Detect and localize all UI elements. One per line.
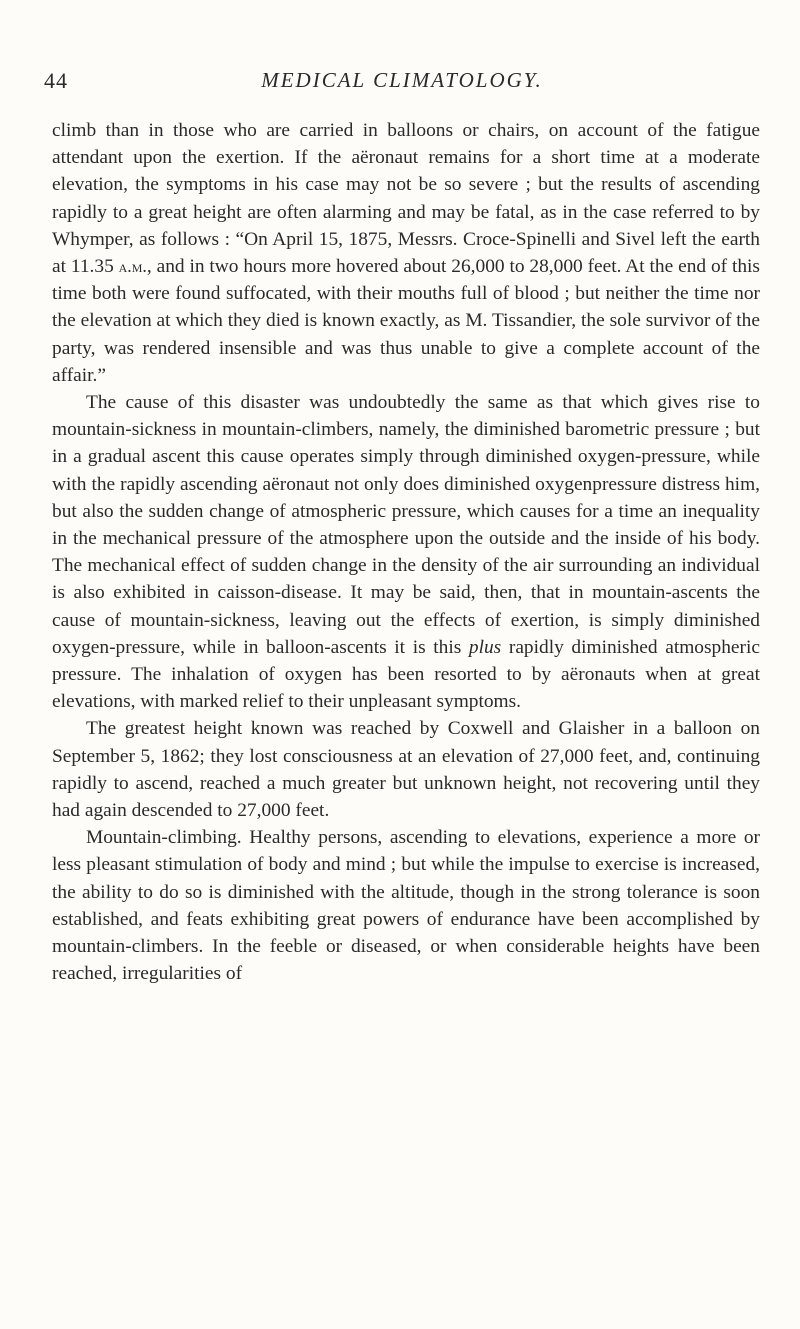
plus-emphasis: plus — [468, 636, 502, 658]
body-text — [52, 117, 760, 988]
running-head: MEDICAL CLIMATOLOGY. — [261, 68, 543, 92]
paragraph-1-text: climb than in those who are carried in balloons or chairs, on account of the fatigue attendant upon the exertion. If the aëronaut remains for a short time at a moderate elevation, the symptoms in his case may not be so severe ; but the results of ascending rapidly to a great height are often alarming and may be fatal, as in the case referred to by Whymper, as follows : “On April 15, 1875, Messrs. Croce-Spinelli and Sivel left the earth at 11.35 — [52, 120, 760, 278]
paragraph-2-start: The cause of this disaster was undoubtedly the same as that which gives rise to mountain-sickness in mountain-climbers, namely, the diminished barometric pressure ; but in a gradual ascent this cause operates simply through diminished oxygen-pressure, while with the rapidly ascending aëronaut not only does diminished oxygenpressure distress him, but also the sudden change of atmospheric pressure, which causes for a time an inequality in the mechanical pressure of the atmosphere upon the outside and the inside of his body. The mechanical effect of sudden change in the density of the air surrounding an individual is also exhibited in caisson-disease. It may be said, then, that in mountain-ascents the cause of mountain-sickness, leaving out the effects of exertion, is simply diminished oxygen-pressure, while in balloon-ascents it is this — [52, 392, 760, 658]
page-number: 44 — [44, 68, 68, 93]
paragraph-2 — [52, 389, 760, 715]
time-abbrev: a.m. — [118, 256, 147, 277]
page-header — [44, 68, 760, 98]
paragraph-1-end: , and in two hours more hovered about 26,000 to 28,000 feet. At the end of this time both were found suffocated, with their mouths full of blood ; but neither the time nor the elevation at which they died is known exactly, as M. Tissandier, the sole survivor of the party, was rendered insensible and was thus unable to give a complete account of the affair.” — [52, 256, 760, 386]
paragraph-4: Mountain-climbing. Healthy persons, ascending to elevations, experience a more or less pleasant stimulation of body and mind ; but while the impulse to exercise is increased, the ability to do so is diminished with the altitude, though in the strong tolerance is soon established, and feats exhibiting great powers of endurance have been accomplished by mountain-climbers. In the feeble or diseased, or when considerable heights have been reached, irregularities of — [52, 827, 760, 985]
paragraph-3: The greatest height known was reached by Coxwell and Glaisher in a balloon on September 5, 1862; they lost consciousness at an elevation of 27,000 feet, and, continuing rapidly to ascend, reached a much greater but unknown height, not recovering until they had again descended to 27,000 feet. — [52, 718, 760, 822]
paragraph-1 — [52, 117, 760, 389]
paragraph-2-end: rapidly diminished atmospheric pressure. The inhalation of oxygen has been resorted to by aëronauts when at great elevations, with marked relief to their unpleasant symptoms. — [52, 636, 760, 713]
